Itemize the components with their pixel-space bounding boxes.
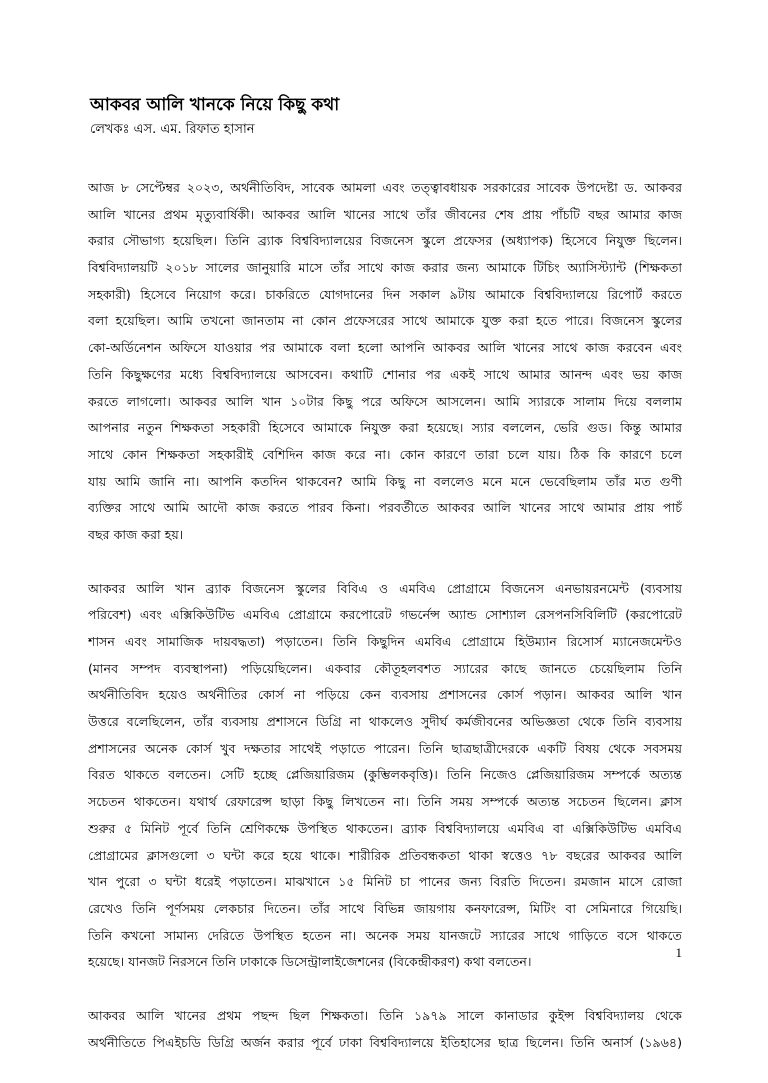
text-line: পরিবেশ) এবং এক্সিকিউটিভ এমবিএ প্রোগ্রামে করপোরেট গভর্নেন্স অ্যান্ড সোশ্যাল রেসপনসিবিলিটি (করপোরেট	[88, 607, 682, 623]
text-line: রেখেও তিনি পূর্ণসময় লেকচার দিতেন। তাঁর সাথে বিভিন্ন জায়গায় কনফারেন্স, মিটিং বা সেমিনারে গিয়েছি।	[88, 900, 682, 916]
text-line: সচেতন থাকতেন। যথার্থ রেফারেন্স ছাড়া কিছু লিখতেন না। তিনি সময় সম্পর্কে অত্যন্ত সচেতন ছিলেন। ক্লাস	[88, 794, 682, 810]
text-line: আপনার নতুন শিক্ষকতা সহকারী হিসেবে আমাকে নিযুক্ত করা হয়েছে। স্যার বললেন, ভেরি গুড। কিন্তু আমার	[88, 420, 682, 436]
paragraph	[88, 576, 682, 976]
author-line: লেখকঃ এস. এম. রিফাত হাসান	[90, 122, 255, 137]
page-number: 1	[675, 945, 682, 960]
text-line: খান পুরো ৩ ঘন্টা ধরেই পড়াতেন। মাঝখানে ১৫ মিনিট চা পানের জন্য বিরতি দিতেন। রমজান মাসে রোজা	[88, 874, 682, 890]
text-line: শুরুর ৫ মিনিট পূর্বে তিনি শ্রেণিকক্ষে উপস্থিত থাকতেন। ব্র্যাক বিশ্ববিদ্যালয়ে এমবিএ বা এক্সিকিউটিভ এমবিএ	[88, 820, 682, 836]
text-line: প্রোগ্রামের ক্লাসগুলো ৩ ঘন্টা করে হয়ে থাকে। শারীরিক প্রতিবন্ধকতা থাকা স্বত্তেও ৭৮ বছরের আকবর আলি	[88, 847, 682, 863]
text-line: অর্থনীতিবিদ হয়েও অর্থনীতির কোর্স না পড়িয়ে কেন ব্যবসায় প্রশাসনের কোর্স পড়ান। আকবর আলি খান	[88, 687, 682, 703]
text-line: আজ ৮ সেপ্টেম্বর ২০২৩, অর্থনীতিবিদ, সাবেক আমলা এবং তত্ত্বাবধায়ক সরকারের সাবেক উপদেষ্টা ড. আকবর	[88, 180, 682, 195]
text-line: (মানব সম্পদ ব্যবস্থাপনা) পড়িয়েছিলেন। একবার কৌতূহলবশত স্যারের কাছে জানতে চেয়েছিলাম তিনি	[88, 660, 682, 676]
text-line: অর্থনীতিতে পিএইচডি ডিগ্রি অর্জন করার পূর্বে ঢাকা বিশ্ববিদ্যালয়ে ইতিহাসের ছাত্র ছিলেন। তিনি অনার্স (১৯৬৪)	[88, 1034, 682, 1050]
text-line: তিনি কিছুক্ষণের মধ্যে বিশ্ববিদ্যালয়ে আসবেন। কথাটি শোনার পর একই সাথে আমার আনন্দ এবং ভয় কাজ	[88, 366, 682, 382]
text-line: সহকারী) হিসেবে নিয়োগ করে। চাকরিতে যোগদানের দিন সকাল ৯টায় আমাকে বিশ্ববিদ্যালয়ে রিপোর্ট করতে	[88, 286, 682, 302]
document-title: আকবর আলি খানকে নিয়ে কিছু কথা	[90, 95, 340, 115]
text-line: আকবর আলি খানের প্রথম পছন্দ ছিল শিক্ষকতা। তিনি ১৯৭৯ সালে কানাডার কুইন্স বিশ্ববিদ্যালয় থেকে	[88, 1007, 682, 1023]
paragraph	[88, 1003, 682, 1056]
text-line: সাথে কোন শিক্ষকতা সহকারীই বেশিদিন কাজ করে না। কোন কারণে তারা চলে যায়। ঠিক কি কারণে চলে	[88, 446, 682, 462]
text-line: বিরত থাকতে বলতেন। সেটি হচ্ছে প্লেজিয়ারিজম (কুম্ভিলকবৃত্তি)। তিনি নিজেও প্লেজিয়ারিজম সম্পর্কে অত্যন্ত	[88, 767, 682, 783]
text-line: হয়েছে। যানজট নিরসনে তিনি ঢাকাকে ডিসেন্ট্রালাইজেশনের (বিকেন্দ্রীকরণ) কথা বলতেন।	[88, 954, 532, 970]
text-line: প্রশাসনের অনেক কোর্স খুব দক্ষতার সাথেই পড়াতে পারেন। তিনি ছাত্রছাত্রীদেরকে একটি বিষয় থেকে সবসময়	[88, 740, 682, 756]
text-line: বিশ্ববিদ্যালয়টি ২০১৮ সালের জানুয়ারি মাসে তাঁর সাথে কাজ করার জন্য আমাকে টিচিং অ্যাসিস্ট্যান্ট (শিক্ষকতা	[88, 260, 682, 276]
text-line: আকবর আলি খান ব্র্যাক বিজনেস স্কুলের বিবিএ ও এমবিএ প্রোগ্রামে বিজনেস এনভায়রনমেন্ট (ব্যবসায়	[88, 580, 682, 596]
text-line: করতে লাগলো। আকবর আলি খান ১০টার কিছু পরে অফিসে আসলেন। আমি স্যারকে সালাম দিয়ে বললাম	[88, 393, 682, 409]
text-line: যায় আমি জানি না। আপনি কতদিন থাকবেন? আমি কিছু না বললেও মনে মনে ভেবেছিলাম তাঁর মত গুণী	[88, 473, 682, 489]
text-line: উত্তরে বলেছিলেন, তাঁর ব্যবসায় প্রশাসনে ডিগ্রি না থাকলেও সুদীর্ঘ কর্মজীবনের অভিজ্ঞতা থেকে তিনি ব্যবসায়	[88, 714, 682, 730]
text-line: ব্যক্তির সাথে আমি আদৌ কাজ করতে পারব কিনা। পরবর্তীতে আকবর আলি খানের সাথে আমার প্রায় পাচঁ	[88, 500, 682, 516]
text-line: বছর কাজ করা হয়।	[88, 526, 184, 542]
document-body	[88, 175, 682, 1083]
text-line: তিনি কখনো সামান্য দেরিতে উপস্থিত হতেন না। অনেক সময় যানজটে স্যারের সাথে গাড়িতে বসে থাকতে	[88, 927, 682, 943]
paragraph	[88, 175, 682, 549]
text-line: কো-অর্ডিনেশন অফিসে যাওয়ার পর আমাকে বলা হলো আপনি আকবর আলি খানের সাথে কাজ করবেন এবং	[88, 340, 682, 356]
text-line: আলি খানের প্রথম মৃত্যুবার্ষিকী। আকবর আলি খানের সাথে তাঁর জীবনের শেষ প্রায় পাঁচটি বছর আমার কাজ	[88, 206, 682, 222]
text-line: শাসন এবং সামাজিক দায়বদ্ধতা) পড়াতেন। তিনি কিছুদিন এমবিএ প্রোগ্রামে হিউম্যান রিসোর্স ম্যানেজমেন্টও	[88, 634, 682, 649]
text-line: বলা হয়েছিল। আমি তখনো জানতাম না কোন প্রফেসরের সাথে আমাকে যুক্ত করা হতে পারে। বিজনেস স্কুলের	[88, 313, 682, 329]
text-line: করার সৌভাগ্য হয়েছিল। তিনি ব্র্যাক বিশ্ববিদ্যালয়ের বিজনেস স্কুলে প্রফেসর (অধ্যাপক) হিসেবে নিযুক্ত ছিলেন।	[88, 233, 682, 249]
